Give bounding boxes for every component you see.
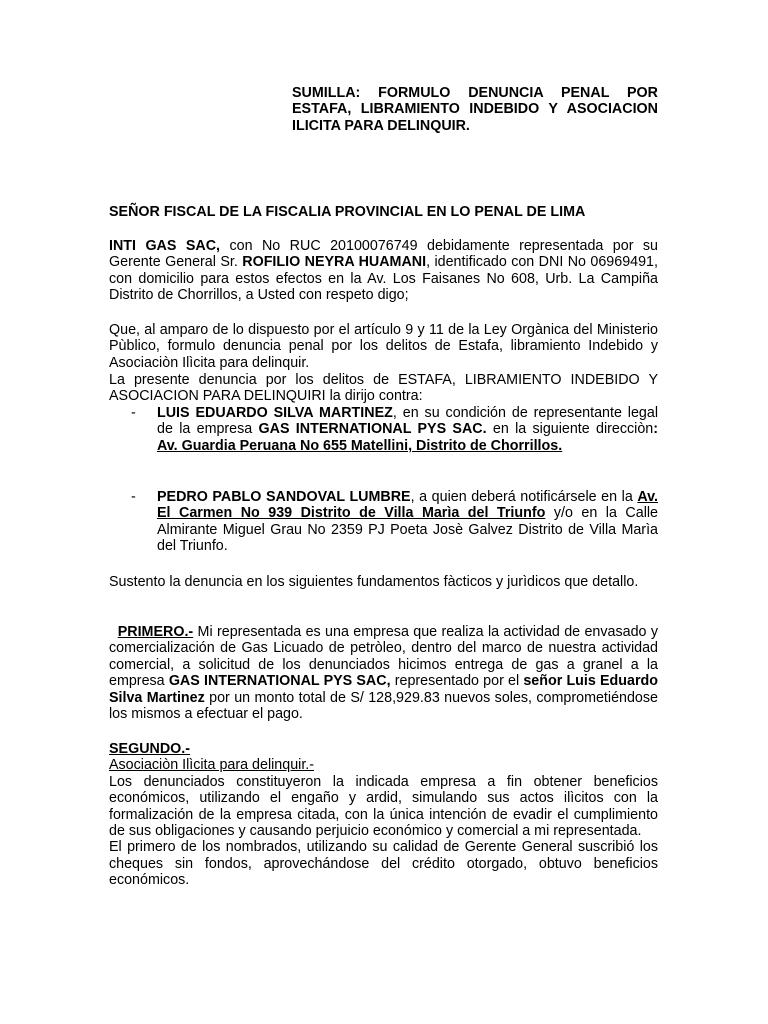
accused-name: LUIS EDUARDO SILVA MARTINEZ [157, 405, 393, 421]
segundo-subtitle: Asociaciòn Ilìcita para delinquir.- [109, 757, 315, 774]
presente-paragraph: La presente denuncia por los delitos de ESTAFA, LIBRAMIENTO INDEBIDO Y ASOCIACION PARA DELINQUIRI la dirijo contra: [109, 372, 658, 405]
primero-label: PRIMERO.- [117, 624, 194, 640]
accused-text-1: , en su condición de representante legal de la empresa [157, 405, 659, 438]
accused-item-1 [157, 405, 658, 454]
sustento-paragraph: Sustento la denuncia en los siguientes fundamentos fàcticos y jurìdicos que detallo. [109, 574, 639, 590]
segundo-label: SEGUNDO.- [109, 741, 191, 757]
intro-text-1: con No RUC 20100076749 debidamente representada por su Gerente General Sr. [109, 238, 658, 271]
intro-paragraph [109, 238, 658, 304]
accused-address: Av. Guardia Peruana No 655 Matellini, Distrito de Chorrillos. [157, 437, 563, 454]
primero-text-1: Mi representada es una empresa que realiza la actividad de envasado y comercialización de Gas Licuado de petròleo, dentro del marco de nuestra actividad comercial, a solicitud de los denunciados hicimos entrega de gas a granel a la empresa [109, 624, 658, 690]
segundo-paragraph-2: El primero de los nombrados, utilizando su calidad de Gerente General suscribió los cheques sin fondos, aprovechándose del crédito otorgado, obtuvo beneficios económicos. [109, 839, 658, 889]
accused-text-1: , a quien deberá notificársele en la [410, 489, 638, 505]
accused-text-2: en la siguiente direcciòn [486, 421, 654, 438]
list-dash: - [131, 489, 136, 505]
segundo-section [109, 741, 658, 889]
segundo-paragraph-1: Los denunciados constituyeron la indicada empresa a fin obtener beneficios económicos, utilizando el engaño y ardid, simulando sus actos ilìcitos con la formalización de la empresa citada, con la única intención de evadir el cumplimiento de sus obligaciones y causando perjuicio económico y comercial a mi representada. [109, 773, 658, 840]
accused-company: GAS INTERNATIONAL PYS SAC. [258, 421, 487, 438]
primero-paragraph [109, 624, 658, 722]
accused-name: PEDRO PABLO SANDOVAL LUMBRE [157, 489, 411, 505]
primero-company: GAS INTERNATIONAL PYS SAC, [168, 673, 391, 690]
intro-text-2: , identificado con DNI No 06969491, con domicilio para estos efectos en la Av. Los Faisanes No 608, Urb. La Campiña Distrito de Chorrillos, a Usted con respeto digo; [109, 254, 658, 304]
addressee-heading: SEÑOR FISCAL DE LA FISCALIA PROVINCIAL EN LO PENAL DE LIMA [109, 204, 586, 220]
accused-item-2 [157, 489, 658, 555]
accused-colon: : [653, 421, 658, 438]
primero-person: señor Luis Eduardo Silva Martinez [109, 673, 658, 706]
company-name: INTI GAS SAC, [109, 238, 221, 254]
accused-address: Av. El Carmen No 939 Distrito de Villa Marìa del Triunfo [157, 489, 658, 522]
sumilla: SUMILLA: FORMULO DENUNCIA PENAL POR ESTAFA, LIBRAMIENTO INDEBIDO Y ASOCIACION ILICITA PARA DELINQUIR. [292, 85, 658, 134]
primero-text-2: representado por el [390, 673, 524, 690]
representative-name: ROFILIO NEYRA HUAMANI [242, 254, 427, 271]
que-paragraph: Que, al amparo de lo dispuesto por el artículo 9 y 11 de la Ley Orgànica del Ministerio Pùblico, formulo denuncia penal por los delitos de Estafa, libramiento Indebido y Asociaciòn Ilìcita para delinquir. [109, 322, 658, 371]
list-dash: - [131, 405, 136, 421]
primero-text-3: por un monto total de S/ 128,929.83 nuevos soles, comprometiéndose los mismos a efectuar el pago. [109, 689, 658, 723]
accused-text-2: y/o en la Calle Almirante Miguel Grau No 2359 PJ Poeta Josè Galvez Distrito de Villa Marìa del Triunfo. [157, 505, 658, 555]
